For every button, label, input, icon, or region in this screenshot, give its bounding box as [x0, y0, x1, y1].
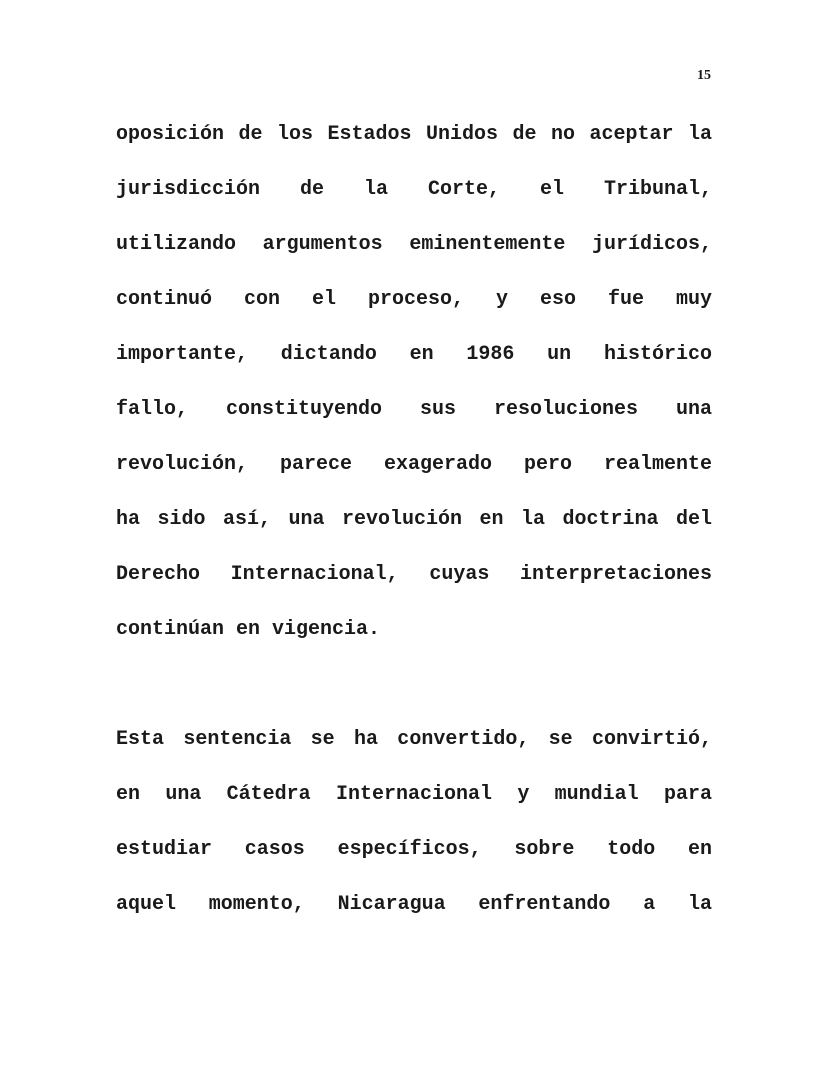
text-line: estudiar casos específicos, sobre todo en: [116, 838, 712, 861]
text-line: Derecho Internacional, cuyas interpretaciones: [116, 563, 712, 586]
text-line: oposición de los Estados Unidos de no aceptar la: [116, 123, 712, 146]
text-line: ha sido así, una revolución en la doctrina del: [116, 508, 712, 531]
text-line: utilizando argumentos eminentemente jurídicos,: [116, 233, 712, 256]
text-line: continuó con el proceso, y eso fue muy: [116, 288, 712, 311]
text-line: revolución, parece exagerado pero realmente: [116, 453, 712, 476]
paragraph-2: [116, 727, 712, 947]
page-number: 15: [697, 68, 711, 83]
text-line: fallo, constituyendo sus resoluciones una: [116, 398, 712, 421]
text-line: aquel momento, Nicaragua enfrentando a la: [116, 893, 712, 916]
text-line: Esta sentencia se ha convertido, se convirtió,: [116, 728, 712, 751]
text-line: en una Cátedra Internacional y mundial para: [116, 783, 712, 806]
text-line: jurisdicción de la Corte, el Tribunal,: [116, 178, 712, 201]
text-line: importante, dictando en 1986 un histórico: [116, 343, 712, 366]
text-line: continúan en vigencia.: [116, 618, 381, 641]
paragraph-1: [116, 122, 712, 672]
